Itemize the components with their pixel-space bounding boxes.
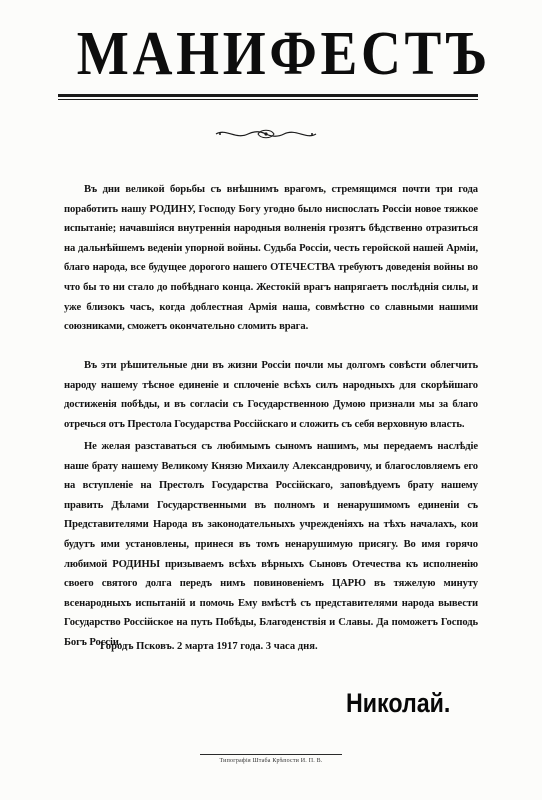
signature: Николай. — [346, 688, 451, 718]
paragraph-1-text: Въ дни великой борьбы съ внѣшнимъ врагомъ, стремящимся почти три года поработить нашу РОДИНУ, Господу Богу угодно было ниспослать Россіи новое тяжкое испытаніе; начавшіяся внутреннія народныя волненія грозятъ бѣдственно отразиться на дальнѣйшемъ веденіи упорной войны. Судьба Россіи, честь геройской нашей Арміи, благо народа, все будущее дорогого нашего ОТЕЧЕСТВА требуютъ доведенія войны во что бы то ни стало до побѣднаго конца. Жестокій врагъ напрягаетъ послѣднія силы, и уже близокъ часъ, когда доблестная Армія наша, совмѣстно со славными нашими союзниками, сможетъ окончательно сломить врага. — [64, 184, 478, 333]
title-rule-thin — [58, 99, 478, 100]
printer-imprint: Типографія Штаба Крѣпости И. П. В. — [219, 758, 323, 764]
paragraph-2-text: Въ эти рѣшительные дни въ жизни Россіи почли мы долгомъ совѣсти облегчить народу нашему тѣсное единеніе и сплоченіе всѣхъ силъ народныхъ для скорѣйшаго достиженія побѣды, и въ согласіи съ Государственною Думою признали мы за благо отречься отъ Престола Государства Россійскаго и сложить съ себя верховную власть. — [64, 360, 478, 430]
paragraph-3-text: Не желая разставаться съ любимымъ сыномъ нашимъ, мы передаемъ наслѣдіе наше брату нашему Великому Князю Михаилу Александровичу, и благословляемъ его на вступленіе на Престолъ Государства Россійскаго, заповѣдуемъ брату нашему править Дѣлами Государственными въ полномъ и ненарушимомъ единеніи съ Представителями Народа въ законодательныхъ учрежденіяхъ на тѣхъ началахъ, кои будутъ ими установлены, принеся въ томъ ненарушимую присягу. Во имя горячо любимой РОДИНЫ призываемъ всѣхъ вѣрныхъ Сыновъ Отечества къ исполненію своего святого долга передъ нимъ повиновеніемъ ЦАРЮ въ тяжелую минуту всенародныхъ испытаній и помочь Ему вмѣстѣ съ представителями народа вывести Государство Россійское на путь Побѣды, Благоденствія и Славы. Да поможетъ Господь Богъ Россіи. — [64, 441, 478, 648]
dateline: Городъ Псковъ. 2 марта 1917 года. 3 часа дня. — [100, 641, 318, 652]
document-title: МАНИФЕСТЪ — [76, 18, 491, 88]
printer-rule — [200, 754, 342, 755]
title-rule-thick — [58, 94, 478, 97]
paragraph-abdication — [64, 356, 478, 434]
paragraph-war-trial — [64, 180, 478, 337]
paragraph-succession — [64, 437, 478, 653]
flourish-ornament — [214, 126, 318, 142]
